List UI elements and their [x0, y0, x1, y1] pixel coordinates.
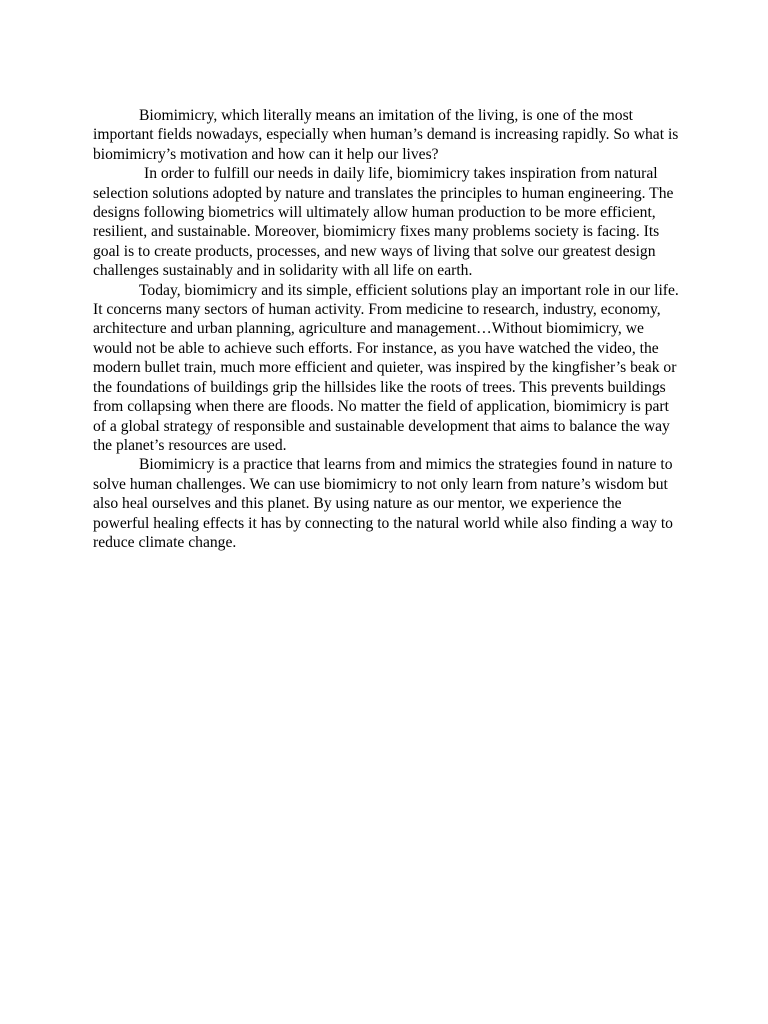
paragraph-2: In order to fulfill our needs in daily life, biomimicry takes inspiration from natural selection solutions adopted by nature and translates the principles to human engineering. The designs following biometrics will ultimately allow human production to be more efficient, resilient, and sustainable. Moreover, biomimicry fixes many problems society is facing. Its goal is to create products, processes, and new ways of living that solve our greatest design challenges sustainably and in solidarity with all life on earth.	[93, 165, 674, 280]
paragraph-4: Biomimicry is a practice that learns from and mimics the strategies found in nature to solve human challenges. We can use biomimicry to not only learn from nature’s wisdom but also heal ourselves and this planet. By using nature as our mentor, we experience the powerful healing effects it has by connecting to the natural world while also finding a way to reduce climate change.	[93, 456, 673, 551]
paragraph-3: Today, biomimicry and its simple, efficient solutions play an important role in our life. It concerns many sectors of human activity. From medicine to research, industry, economy, architecture and urban planning, agriculture and management…Without biomimicry, we would not be able to achieve such efforts. For instance, as you have watched the video, the modern bullet train, much more efficient and quieter, was inspired by the kingfisher’s beak or the foundations of buildings grip the hillsides like the roots of trees. This prevents buildings from collapsing when there are floods. No matter the field of application, biomimicry is part of a global strategy of responsible and sustainable development that aims to balance the way the planet’s resources are used.	[93, 281, 679, 454]
paragraph-1: Biomimicry, which literally means an imitation of the living, is one of the most important fields nowadays, especially when human’s demand is increasing rapidly. So what is biomimicry’s motivation and how can it help our lives?	[93, 107, 679, 163]
essay-body	[93, 106, 679, 552]
